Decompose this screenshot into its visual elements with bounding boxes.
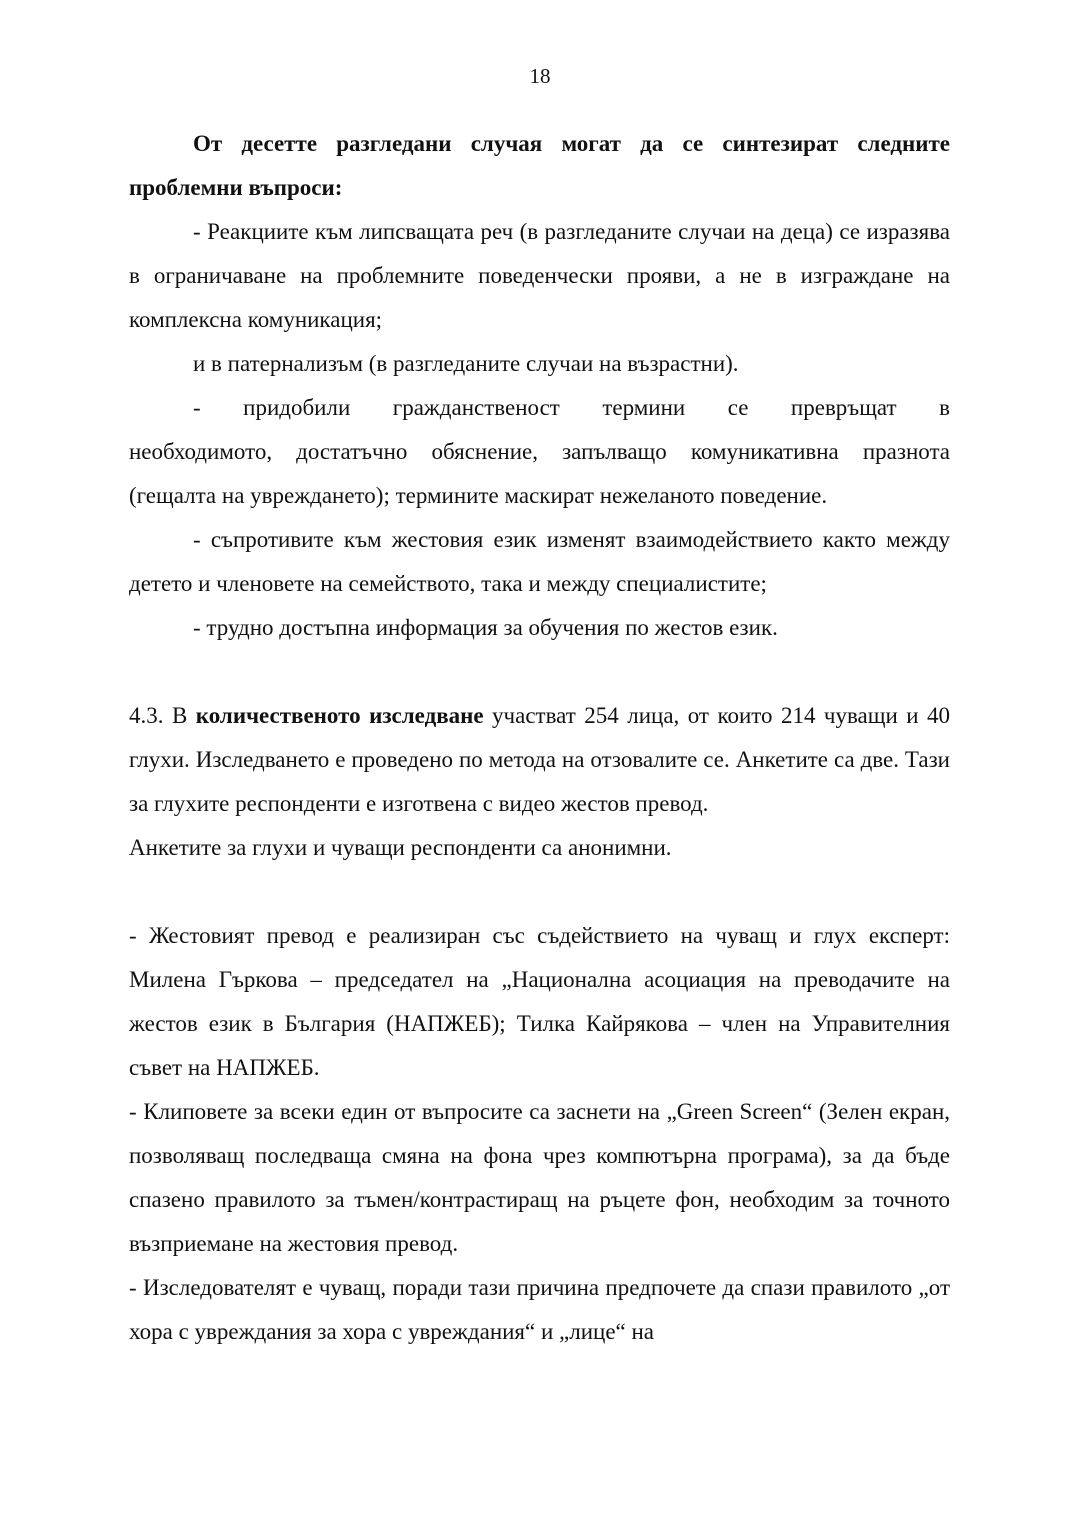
section-43-rest: участват 254 лица, от които 214 чуващи и 40 глухи. Изследването е проведено по метода на отзовалите се. Анкетите са две. Тази за глухите респонденти е изготвена с видео жестов превод. [129, 703, 950, 816]
section-43-prefix: 4.3. В [129, 703, 196, 728]
list-item-access: - трудно достъпна информация за обучения по жестов език. [193, 615, 778, 640]
list-item-paternalism: и в патернализъм (в разгледаните случаи на възрастни). [193, 351, 739, 376]
list-item-reactions: - Реакциите към липсващата реч (в разгледаните случаи на деца) се изразява в ограничаване на проблемните поведенчески прояви, а не в изграждане на комплексна комуникация; [129, 219, 950, 332]
note-green-screen: - Клиповете за всеки един от въпросите са заснети на „Green Screen“ (Зелен екран, позволяващ последваща смяна на фона чрез компютърна програма), за да бъде спазено правилото за тъмен/контрастиращ на ръцете фон, необходим за точното възприемане на жестовия превод. [129, 1099, 950, 1256]
section-heading: От десетте разгледани случая могат да се синтезират следните проблемни въпроси: [129, 131, 950, 200]
word: гражданственост [392, 395, 560, 420]
page-number: 18 [529, 64, 551, 88]
word: превръщат [790, 395, 897, 420]
section-43-paragraph [129, 694, 950, 826]
word: се [727, 395, 749, 420]
anonymous-note: Анкетите за глухи и чуващи респонденти са анонимни. [129, 835, 672, 860]
word: - [193, 395, 201, 420]
word: придобили [243, 395, 351, 420]
section-43-bold-term: количественото изследване [195, 703, 484, 728]
list-item-terms-first-line [129, 386, 950, 430]
word: термини [602, 395, 686, 420]
note-researcher: - Изследователят е чуващ, поради тази причина предпочете да спази правилото „от хора с увреждания за хора с увреждания“ и „лице“ на [129, 1275, 950, 1344]
document-body [129, 122, 950, 1354]
note-sign-translation: - Жестовият превод е реализиран със съдействието на чуващ и глух експерт: Милена Гъркова – председател на „Национална асоциация на преводачите на жестов език в България (НАПЖЕБ); Тилка Кайрякова – член на Управителния съвет на НАПЖЕБ. [129, 923, 950, 1080]
list-item-terms-rest: необходимото, достатъчно обяснение, запълващо комуникативна празнота (гещалта на увреждането); термините маскират нежеланото поведение. [129, 439, 950, 508]
list-item-resistance: - съпротивите към жестовия език изменят взаимодействието както между детето и членовете на семейството, така и между специалистите; [129, 527, 950, 596]
word: в [939, 395, 950, 420]
